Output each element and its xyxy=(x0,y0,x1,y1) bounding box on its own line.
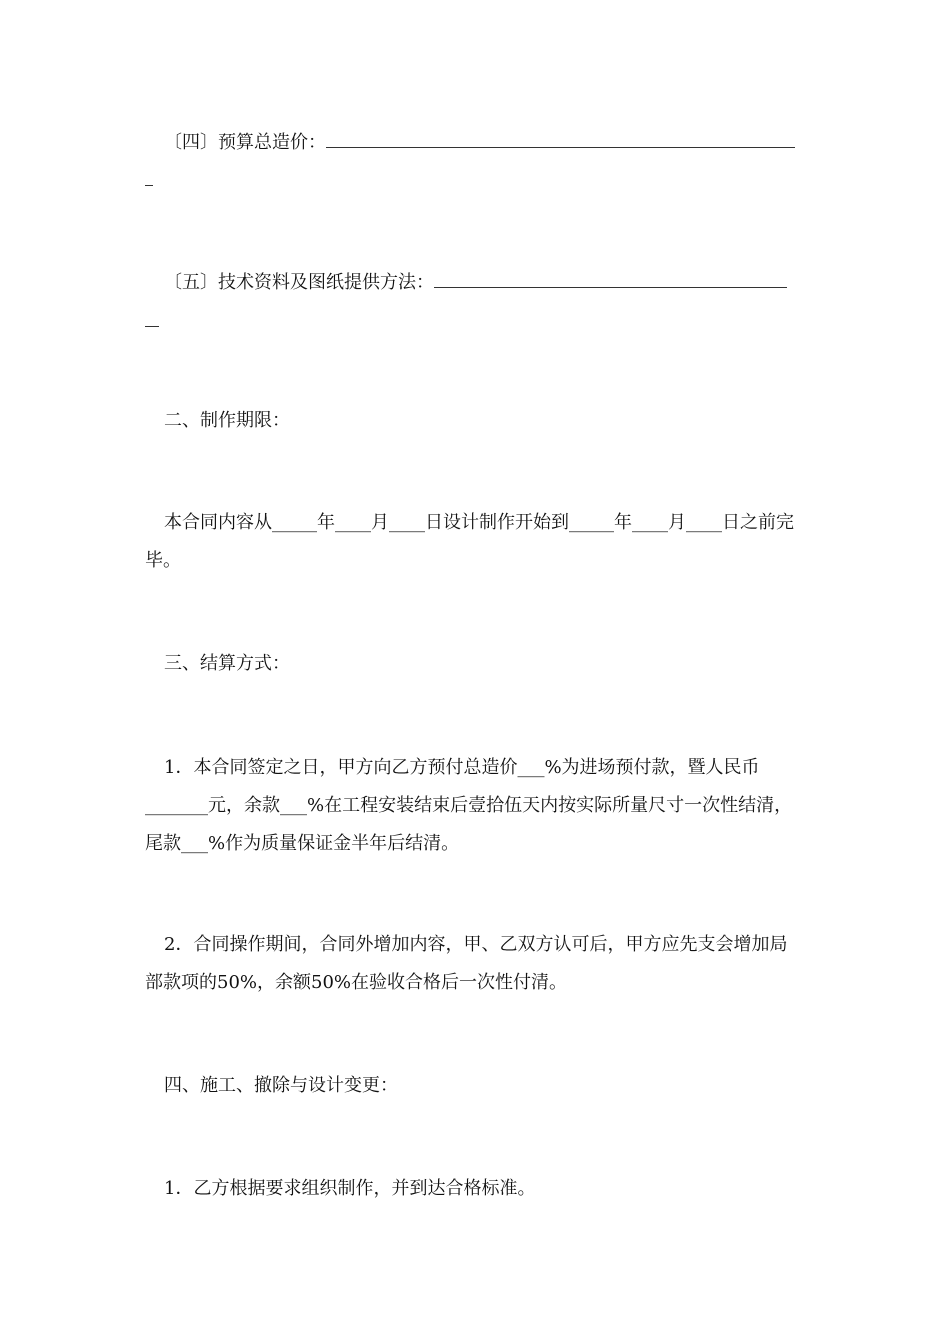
section-heading-settlement: 三、结算方式： xyxy=(164,653,290,674)
item-tech-docs xyxy=(145,264,805,302)
item-budget-label: 〔四〕预算总造价： xyxy=(164,132,326,153)
tech-docs-fill-line xyxy=(434,286,787,288)
section-heading-construction: 四、施工、撤除与设计变更： xyxy=(164,1075,398,1096)
budget-fill-line xyxy=(326,146,795,148)
settlement-paragraph-1: 1．本合同签定之日，甲方向乙方预付总造价___%为进场预付款，暨人民币_______元，余款___%在工程安装结束后壹拾伍天内按实际所量尺寸一次性结清，尾款___%作为质量保证金半年后结清。 xyxy=(145,757,793,854)
period-paragraph: 本合同内容从_____年____月____日设计制作开始到_____年____月____日之前完毕。 xyxy=(145,512,794,571)
budget-fill-continuation xyxy=(145,162,805,200)
tech-docs-fill-continuation xyxy=(145,303,805,341)
section-heading-period: 二、制作期限： xyxy=(164,410,290,431)
item-tech-docs-label: 〔五〕技术资料及图纸提供方法： xyxy=(164,272,434,293)
item-budget-total xyxy=(145,124,805,162)
settlement-paragraph-2: 2．合同操作期间，合同外增加内容，甲、乙双方认可后，甲方应先支会增加局部款项的50%，余额50%在验收合格后一次性付清。 xyxy=(145,934,788,993)
construction-paragraph-1: 1．乙方根据要求组织制作，并到达合格标准。 xyxy=(164,1178,536,1199)
